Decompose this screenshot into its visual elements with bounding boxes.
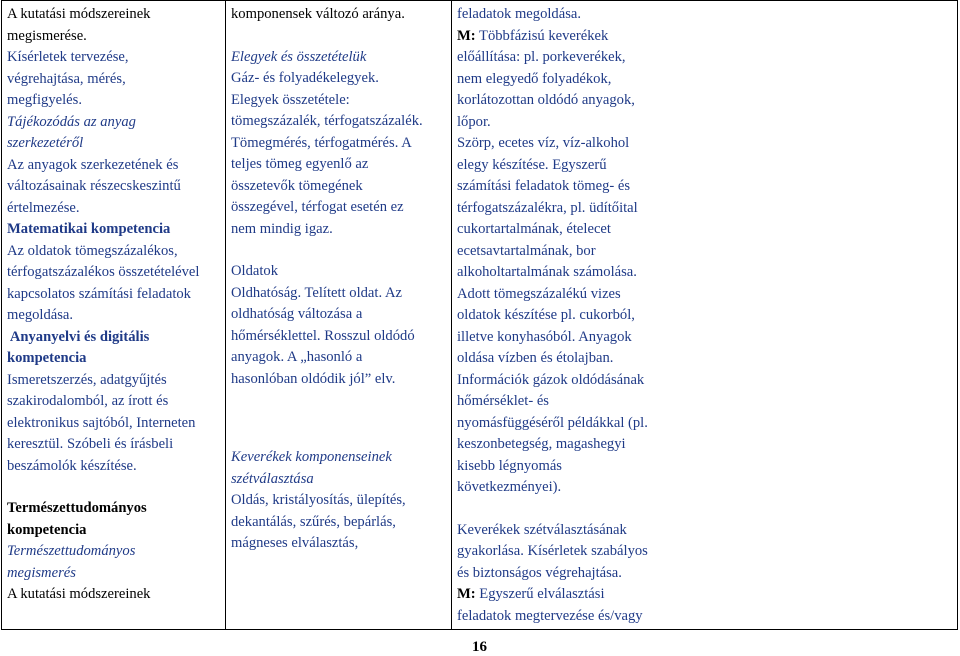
topics-column-cell — [226, 1, 452, 630]
structure-interpretation-text: Az anyagok szerkezetének és változásainak részecskeszintű értelmezése. — [7, 156, 181, 216]
separation-task-planning-text: M: Egyszerű elválasztási feladatok megtervezése és/vagy — [457, 586, 643, 624]
separation-practice-text: Keverékek szétválasztásának gyakorlása. Kísérletek szabályos és biztonságos végrehajtása. — [457, 521, 648, 581]
separation-text: Oldás, kristályosítás, ülepítés, dekantálás, szűrés, bepárlás, mágneses elválasztás, — [231, 492, 406, 551]
math-competence-heading: Matematikai kompetencia — [7, 221, 171, 237]
mixtures-text: Gáz- és folyadékelegyek. Elegyek összetétele: tömegszázalék, térfogatszázalék. Tömegmérés, térfogatmérés. A teljes tömeg egyenlő az összetevők tömegének összegével, térfogat esetén ez nem mindig igaz. — [231, 70, 423, 237]
research-methods-text: A kutatási módszereinek megismerése. — [7, 6, 151, 44]
research-methods-continued: A kutatási módszereinek — [7, 586, 151, 602]
experiments-text: Kísérletek tervezése, végrehajtása, mérés, megfigyelés. — [7, 49, 129, 108]
mixtures-heading: Elegyek és összetételük — [231, 48, 367, 65]
curriculum-table — [1, 0, 958, 630]
table-row — [2, 1, 958, 630]
m-label: M: — [457, 27, 476, 44]
structure-orientation-heading: Tájékozódás az anyag szerkezetéről — [7, 113, 136, 151]
tasks-solved-text: feladatok megoldása. — [457, 6, 581, 22]
solutions-text: Oldhatóság. Telített oldat. Az oldhatóság változása a hőmérséklettel. Rosszul oldódó anyagok. A „hasonló a hasonlóban oldódik jól” elv. — [231, 284, 415, 387]
language-digital-heading: Anyanyelvi és digitális kompetencia — [7, 328, 150, 366]
competence-column-cell — [2, 1, 226, 630]
component-ratio-text: komponensek változó aránya. — [231, 6, 405, 22]
activities-column-cell — [452, 1, 958, 630]
language-digital-text: Ismeretszerzés, adatgyűjtés szakirodalomból, az írott és elektronikus sajtóból, Interneten keresztül. Szóbeli és írásbeli beszámolók készítése. — [7, 371, 196, 474]
science-cognition-subheading: Természettudományos megismerés — [7, 543, 136, 581]
m-label: M: — [457, 586, 476, 602]
separation-heading: Keverékek komponenseinek szétválasztása — [231, 449, 392, 487]
page-number: 16 — [472, 639, 487, 655]
solutions-heading: Oldatok — [231, 263, 279, 279]
math-competence-text: Az oldatok tömegszázalékos, térfogatszázalékos összetételével kapcsolatos számítási feladatok megoldása. — [7, 242, 200, 323]
science-competence-heading: Természettudományos kompetencia — [7, 500, 147, 538]
multiphase-mixtures-text: M: Többfázisú keverékek előállítása: pl. porkeverékek, nem elegyedő folyadékok, korlátozottan oldódó anyagok, lőpor. Szörp, ecetes víz, víz-alkohol elegy készítése. Egyszerű számítási feladatok tömeg- és térfogatszázalékra, pl. üdítőital cukortartalmának, ételecet ecetsavtartalmának, bor alkoholtartalmának számolása. Adott tömegszázalékú vizes oldatok készítése pl. cukorból, illetve konyhasóból. Anyagok oldása vízben és étolajban. Információk gázok oldódásának hőmérséklet- és nyomásfüggéséről példákkal (pl. keszonbetegség, magashegyi kisebb légnyomás következményei). — [457, 27, 648, 495]
